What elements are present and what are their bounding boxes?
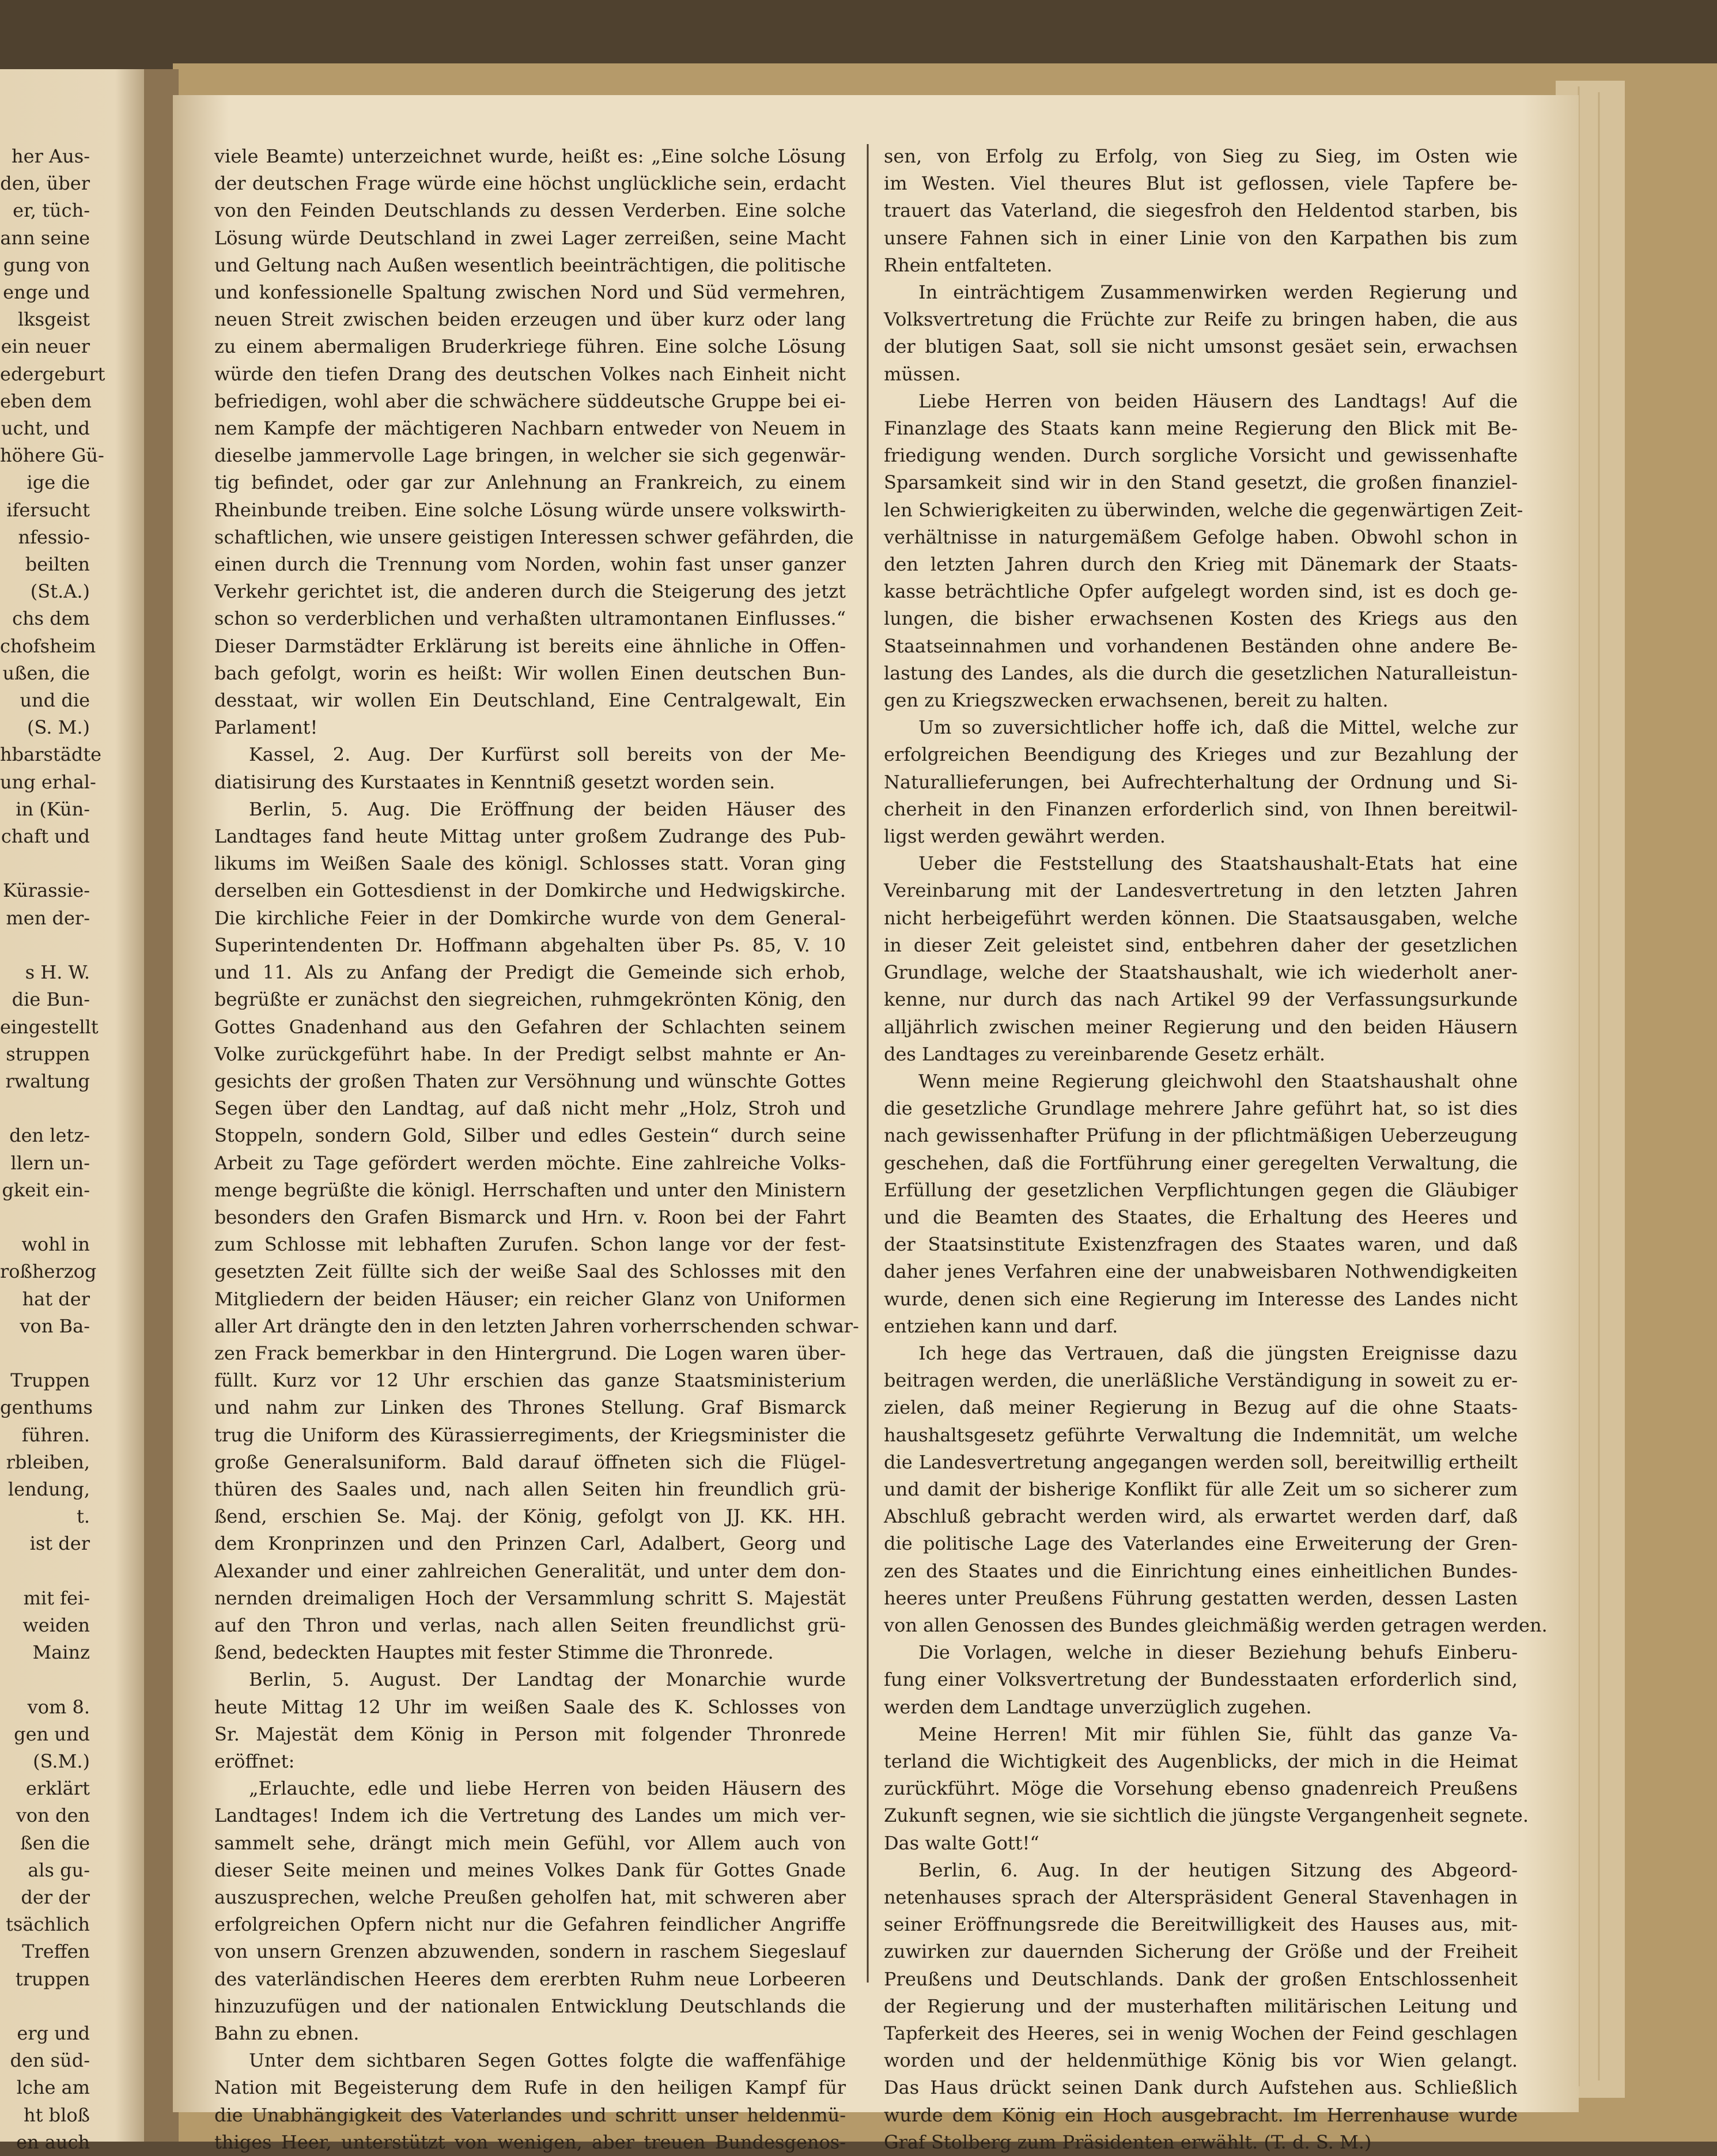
text-line: likums im Weißen Saale des königl. Schlosses statt. Voran ging: [214, 852, 846, 875]
text-line: Dieser Darmstädter Erklärung ist bereits eine ähnliche in Offen-: [214, 635, 846, 657]
cutoff-line: llern un-: [10, 1151, 90, 1174]
text-line: Gottes Gnadenhand aus den Gefahren der Schlachten seinem: [214, 1015, 846, 1038]
text-line: Finanzlage des Staats kann meine Regierung den Blick mit Be-: [884, 417, 1518, 440]
cutoff-line: roßherzog: [0, 1260, 97, 1283]
cutoff-line: den, über: [0, 172, 90, 195]
text-line: dem Kronprinzen und den Prinzen Carl, Adalbert, Georg und: [214, 1532, 846, 1555]
text-line: die politische Lage des Vaterlandes eine Erweiterung der Gren-: [884, 1532, 1518, 1555]
text-line: dieser Seite meinen und meines Volkes Dank für Gottes Gnade: [214, 1859, 846, 1881]
text-line: des Landtages zu vereinbarende Gesetz erhält.: [884, 1043, 1326, 1065]
text-line: Segen über den Landtag, auf daß nicht mehr „Holz, Stroh und: [214, 1097, 846, 1120]
cutoff-line: gkeit ein-: [2, 1179, 90, 1201]
text-line: die Unabhängigkeit des Vaterlandes und schritt unser heldenmü-: [214, 2104, 846, 2126]
cutoff-line: vom 8.: [27, 1696, 90, 1718]
text-line: unsere Fahnen sich in einer Linie von den Karpathen bis zum: [884, 226, 1518, 249]
text-line: Arbeit zu Tage gefördert werden möchte. Eine zahlreiche Volks-: [214, 1151, 846, 1174]
text-line: des vaterländischen Heeres dem ererbten Ruhm neue Lorbeeren: [214, 1968, 846, 1990]
cutoff-line: rbleiben,: [6, 1451, 90, 1473]
text-line: Graf Stolberg zum Präsidenten erwählt. (T. d. S. M.): [884, 2131, 1372, 2153]
text-line: auszusprechen, welche Preußen geholfen hat, mit schweren aber: [214, 1886, 846, 1908]
cutoff-line: genthums: [0, 1396, 93, 1419]
text-line: tig befindet, oder gar zur Anlehnung an Frankreich, zu einem: [214, 471, 846, 494]
text-line: desstaat, wir wollen Ein Deutschland, Eine Centralgewalt, Ein: [214, 689, 846, 712]
text-line: heeres unter Preußens Führung gestatten werden, dessen Lasten: [884, 1587, 1518, 1609]
cutoff-line: [0, 1993, 90, 2020]
cutoff-line: den süd-: [10, 2049, 90, 2072]
text-line: in dieser Zeit geleistet sind, entbehren daher der gesetzlichen: [884, 934, 1518, 956]
cutoff-line: Mainz: [32, 1641, 90, 1664]
text-line: seiner Eröffnungsrede die Bereitwilligkeit des Hauses aus, mit-: [884, 1913, 1518, 1936]
text-line: nem Kampfe der mächtigeren Nachbarn entweder von Neuem in: [214, 417, 846, 440]
text-line: ßend, bedeckten Hauptes mit fester Stimme die Thronrede.: [214, 1641, 774, 1664]
text-line: Die kirchliche Feier in der Domkirche wurde von dem General-: [214, 907, 846, 929]
text-line: bach gefolgt, worin es heißt: Wir wollen Einen deutschen Bun-: [214, 662, 846, 684]
text-line: der Staatsinstitute Existenzfragen des Staates waren, und daß: [884, 1233, 1518, 1256]
text-line: viele Beamte) unterzeichnet wurde, heißt es: „Eine solche Lösung: [214, 145, 846, 167]
cutoff-line: Kürassie-: [2, 879, 90, 902]
text-line: gen zu Kriegszwecken erwachsenen, bereit zu halten.: [884, 689, 1389, 712]
text-line: zum Schlosse mit lebhaften Zurufen. Schon lange vor der fest-: [214, 1233, 846, 1256]
text-line: und damit der bisherige Konflikt für alle Zeit um so sicherer zum: [884, 1478, 1518, 1500]
text-line: Kassel, 2. Aug. Der Kurfürst soll bereits von der Me-: [249, 743, 846, 766]
text-line: befriedigen, wohl aber die schwächere süddeutsche Gruppe bei ei-: [214, 390, 846, 412]
text-line: nernden dreimaligen Hoch der Versammlung schritt S. Majestät: [214, 1587, 846, 1609]
text-line: Rhein entfalteten.: [884, 254, 1053, 276]
text-line: cherheit in den Finanzen erforderlich sind, von Ihnen bereitwil-: [884, 798, 1518, 820]
cutoff-line: von den: [16, 1804, 90, 1827]
cutoff-line: chaft und: [1, 825, 90, 848]
cutoff-line: Treffen: [22, 1940, 90, 1963]
text-line: derselben ein Gottesdienst in der Domkirche und Hedwigskirche.: [214, 879, 846, 902]
text-line: Um so zuversichtlicher hoffe ich, daß die Mittel, welche zur: [918, 716, 1518, 739]
text-line: lastung des Landes, als die durch die gesetzlichen Naturalleistun-: [884, 662, 1518, 684]
cutoff-line: ucht, und: [1, 417, 90, 440]
text-line: netenhauses sprach der Alterspräsident General Stavenhagen in: [884, 1886, 1518, 1908]
text-line: sammelt sehe, drängt mich mein Gefühl, vor Allem auch von: [214, 1832, 846, 1854]
text-line: wurde dem König ein Hoch ausgebracht. Im Herrenhause wurde: [884, 2104, 1518, 2126]
text-line: trug die Uniform des Kürassierregiments, der Kriegsminister die: [214, 1424, 846, 1446]
text-line: schaftlichen, wie unsere geistigen Interessen schwer gefährden, die: [214, 526, 854, 548]
text-line: füllt. Kurz vor 12 Uhr erschien das ganze Staatsministerium: [214, 1369, 846, 1392]
cutoff-line: [0, 932, 90, 959]
text-line: heute Mittag 12 Uhr im weißen Saale des K. Schlosses von: [214, 1696, 846, 1718]
text-line: nach gewissenhafter Prüfung in der pflichtmäßigen Ueberzeugung: [884, 1124, 1518, 1147]
text-line: Landtages! Indem ich die Vertretung des Landes um mich ver-: [214, 1804, 846, 1827]
cutoff-line: [0, 1340, 90, 1367]
text-line: im Westen. Viel theures Blut ist geflossen, viele Tapfere be-: [884, 172, 1518, 195]
text-line: zen des Staates und die Einrichtung eines einheitlichen Bundes-: [884, 1560, 1518, 1582]
text-line: friedigung wenden. Durch sorgliche Vorsicht und gewissenhafte: [884, 444, 1518, 467]
text-line: neuen Streit zwischen beiden erzeugen und über kurz oder lang: [214, 308, 846, 331]
cutoff-line: der der: [21, 1886, 90, 1908]
cutoff-line: hbarstädte: [0, 743, 102, 766]
right-text-column: [884, 143, 1548, 2156]
text-line: und konfessionelle Spaltung zwischen Nord und Süd vermehren,: [214, 281, 846, 304]
text-line: Vereinbarung mit der Landesvertretung in den letzten Jahren: [884, 879, 1518, 902]
cutoff-line: edergeburt: [0, 363, 105, 385]
text-line: Bahn zu ebnen.: [214, 2022, 360, 2045]
text-line: gesichts der großen Thaten zur Versöhnung und wünschte Gottes: [214, 1070, 846, 1092]
cutoff-line: chofsheim: [0, 635, 96, 657]
text-line: Meine Herren! Mit mir fühlen Sie, fühlt das ganze Va-: [918, 1723, 1518, 1745]
text-line: entziehen kann und darf.: [884, 1315, 1118, 1337]
text-line: der deutschen Frage würde eine höchst unglückliche sein, erdacht: [214, 172, 846, 195]
cutoff-line: men der-: [6, 907, 90, 929]
cutoff-line: (S. M.): [27, 716, 90, 739]
text-line: der blutigen Saat, soll sie nicht umsonst gesäet sein, erwachsen: [884, 335, 1518, 358]
text-line: von allen Genossen des Bundes gleichmäßig werden getragen werden.: [884, 1614, 1548, 1636]
cutoff-line: ifersucht: [6, 499, 90, 521]
cutoff-line: ußen, die: [2, 662, 90, 684]
text-line: len Schwierigkeiten zu überwinden, welche die gegenwärtigen Zeit-: [884, 499, 1523, 521]
text-line: zielen, daß meiner Regierung in Bezug auf die ohne Staats-: [884, 1396, 1518, 1419]
text-line: Superintendenten Dr. Hoffmann abgehalten über Ps. 85, V. 10: [214, 934, 846, 956]
text-line: Grundlage, welche der Staatshaushalt, wie ich wiederholt aner-: [884, 961, 1518, 984]
text-line: kenne, nur durch das nach Artikel 99 der Verfassungsurkunde: [884, 988, 1518, 1011]
cutoff-line: s H. W.: [25, 961, 90, 984]
text-line: schon so verderblichen und verhaßten ultramontanen Einflusses.“: [214, 607, 846, 630]
text-line: Liebe Herren von beiden Häusern des Landtags! Auf die: [918, 390, 1518, 412]
cutoff-line: lksgeist: [18, 308, 90, 331]
cutoff-line: weiden: [22, 1614, 90, 1636]
text-line: Mitgliedern der beiden Häuser; ein reicher Glanz von Uniformen: [214, 1287, 846, 1310]
cutoff-line: mit fei-: [23, 1587, 90, 1609]
cutoff-line: t.: [76, 1505, 90, 1528]
text-line: Abschluß gebracht werden wird, als erwartet werden darf, daß: [884, 1505, 1518, 1528]
cutoff-line: und die: [20, 689, 90, 712]
text-line: große Generalsuniform. Bald darauf öffneten sich die Flügel-: [214, 1451, 846, 1473]
cutoff-line: ann seine: [0, 226, 90, 249]
text-line: würde den tiefen Drang des deutschen Volkes nach Einheit nicht: [214, 363, 846, 385]
cutoff-line: chs dem: [12, 607, 90, 630]
text-line: kasse beträchtliche Opfer aufgelegt worden sind, ist es doch ge-: [884, 580, 1518, 603]
text-line: Verkehr gerichtet ist, die anderen durch die Steigerung des jetzt: [214, 580, 846, 603]
left-text-column: [214, 143, 859, 2156]
cutoff-line: erg und: [17, 2022, 90, 2045]
text-line: beitragen werden, die unerläßliche Verständigung in soweit zu er-: [884, 1369, 1518, 1392]
cutoff-line: von Ba-: [20, 1315, 90, 1337]
text-line: Unter dem sichtbaren Segen Gottes folgte die waffenfähige: [249, 2049, 846, 2072]
cutoff-line: höhere Gü-: [0, 444, 104, 467]
text-line: eröffnet:: [214, 1750, 295, 1772]
text-line: terland die Wichtigkeit des Augenblicks, der mich in die Heimat: [884, 1750, 1518, 1772]
text-line: und nahm zur Linken des Thrones Stellung. Graf Bismarck: [214, 1396, 846, 1419]
text-line: In einträchtigem Zusammenwirken werden Regierung und: [918, 281, 1518, 304]
cutoff-line: [0, 1095, 90, 1122]
text-line: nicht herbeigeführt werden können. Die Staatsausgaben, welche: [884, 907, 1518, 929]
text-line: einen durch die Trennung vom Norden, wohin fast unser ganzer: [214, 553, 846, 576]
cutoff-line: (S.M.): [33, 1750, 90, 1772]
text-line: dieselbe jammervolle Lage bringen, in welcher sie sich gegenwär-: [214, 444, 846, 467]
cutoff-line: als gu-: [28, 1859, 90, 1881]
text-line: ligst werden gewährt werden.: [884, 825, 1166, 848]
text-line: die gesetzliche Grundlage mehrere Jahre geführt hat, so ist dies: [884, 1097, 1518, 1120]
cutoff-line: ht bloß: [24, 2104, 90, 2126]
text-line: und Geltung nach Außen wesentlich beeinträchtigen, die politische: [214, 254, 846, 276]
cutoff-line: tsächlich: [6, 1913, 90, 1936]
cutoff-line: rwaltung: [5, 1070, 90, 1092]
text-line: Berlin, 5. Aug. Die Eröffnung der beiden Häuser des: [249, 798, 846, 820]
cutoff-line: Truppen: [10, 1369, 90, 1392]
text-line: von unsern Grenzen abzuwenden, sondern in raschem Siegeslauf: [214, 1940, 846, 1963]
text-line: Staatseinnahmen und vorhandenen Beständen ohne andere Be-: [884, 635, 1518, 657]
text-line: sen, von Erfolg zu Erfolg, von Sieg zu Sieg, im Osten wie: [884, 145, 1518, 167]
text-line: Volksvertretung die Früchte zur Reife zu bringen haben, die aus: [884, 308, 1518, 331]
cutoff-line: (St.A.): [30, 580, 90, 603]
cutoff-line: den letz-: [9, 1124, 90, 1147]
text-line: Ueber die Feststellung des Staatshaushalt-Etats hat eine: [918, 852, 1518, 875]
text-line: Nation mit Begeisterung dem Rufe in den heiligen Kampf für: [214, 2076, 846, 2099]
text-line: Das walte Gott!“: [884, 1832, 1039, 1854]
text-line: Die Vorlagen, welche in dieser Beziehung behufs Einberu-: [918, 1641, 1518, 1664]
text-line: die Landesvertretung angegangen werden soll, bereitwillig ertheilt: [884, 1451, 1518, 1473]
text-line: müssen.: [884, 363, 961, 385]
text-line: lungen, die bisher erwachsenen Kosten des Kriegs aus den: [884, 607, 1518, 630]
text-line: Ich hege das Vertrauen, daß die jüngsten Ereignisse dazu: [918, 1342, 1518, 1364]
text-line: gesetzten Zeit füllte sich der weiße Saal des Schlosses mit den: [214, 1260, 846, 1283]
cutoff-line: gung von: [3, 254, 90, 276]
cutoff-line: [0, 850, 90, 877]
cutoff-line: eben dem: [0, 390, 92, 412]
text-line: thüren des Saales und, nach allen Seiten hin freundlich grü-: [214, 1478, 846, 1500]
text-line: menge begrüßte die königl. Herrschaften und unter den Ministern: [214, 1179, 846, 1201]
text-line: Preußens und Deutschlands. Dank der großen Entschlossenheit: [884, 1968, 1518, 1990]
cutoff-line: ist der: [29, 1532, 90, 1555]
cutoff-line: er, tüch-: [13, 199, 90, 222]
text-line: trauert das Vaterland, die siegesfroh den Heldentod starben, bis: [884, 199, 1518, 222]
text-line: Alexander und einer zahlreichen Generalität, und unter dem don-: [214, 1560, 846, 1582]
text-line: erfolgreichen Opfern nicht nur die Gefahren feindlicher Angriffe: [214, 1913, 846, 1936]
cutoff-line: [0, 1204, 90, 1231]
text-line: Wenn meine Regierung gleichwohl den Staatshaushalt ohne: [918, 1070, 1518, 1092]
text-line: Stoppeln, sondern Gold, Silber und edles Gestein“ durch seine: [214, 1124, 846, 1147]
cutoff-line: in (Kün-: [16, 798, 90, 820]
text-line: hinzuzufügen und der nationalen Entwicklung Deutschlands die: [214, 1995, 846, 2017]
text-line: von den Feinden Deutschlands zu dessen Verderben. Eine solche: [214, 199, 846, 222]
text-line: Berlin, 6. Aug. In der heutigen Sitzung des Abgeord-: [918, 1859, 1518, 1881]
cutoff-line: [0, 1666, 90, 1693]
cutoff-line: enge und: [3, 281, 90, 304]
cutoff-line: truppen: [15, 1968, 90, 1990]
text-line: und 11. Als zu Anfang der Predigt die Gemeinde sich erhob,: [214, 961, 846, 984]
text-line: zurückführt. Möge die Vorsehung ebenso gnadenreich Preußens: [884, 1777, 1518, 1800]
text-line: worden und der heldenmüthige König bis vor Wien gelangt.: [884, 2049, 1518, 2072]
text-line: diatisirung des Kurstaates in Kenntniß gesetzt worden sein.: [214, 771, 776, 793]
text-line: Erfüllung der gesetzlichen Verpflichtungen gegen die Gläubiger: [884, 1179, 1518, 1201]
text-line: erfolgreichen Beendigung des Krieges und zur Bezahlung der: [884, 743, 1518, 766]
cutoff-line: ige die: [27, 471, 90, 494]
text-line: daher jenes Verfahren eine der unabweisbaren Nothwendigkeiten: [884, 1260, 1518, 1283]
text-line: alljährlich zwischen meiner Regierung und den beiden Häusern: [884, 1015, 1518, 1038]
text-line: wurde, denen sich eine Regierung im Interesse des Landes nicht: [884, 1287, 1518, 1310]
cutoff-line: eingestellt: [0, 1015, 99, 1038]
text-line: Sparsamkeit sind wir in den Stand gesetzt, die großen finanziel-: [884, 471, 1518, 494]
text-line: haushaltsgesetz geführte Verwaltung die Indemnität, um welche: [884, 1424, 1518, 1446]
text-line: Sr. Majestät dem König in Person mit folgender Thronrede: [214, 1723, 846, 1745]
text-line: Tapferkeit des Heeres, sei in wenig Wochen der Feind geschlagen: [884, 2022, 1518, 2045]
cutoff-line: lche am: [16, 2076, 90, 2099]
text-line: Zukunft segnen, wie sie sichtlich die jüngste Vergangenheit segnete.: [884, 1804, 1529, 1827]
cutoff-line: en auch: [16, 2131, 90, 2153]
cutoff-line: ung erhal-: [0, 771, 96, 793]
text-line: und die Beamten des Staates, die Erhaltung des Heeres und: [884, 1206, 1518, 1228]
cutoff-line: ßen die: [20, 1832, 90, 1854]
left-page-cutoff-text: [0, 143, 105, 2156]
cutoff-line: ein neuer: [1, 335, 90, 358]
text-line: auf den Thron und verlas, nach allen Seiten freundlichst grü-: [214, 1614, 846, 1636]
text-line: Lösung würde Deutschland in zwei Lager zerreißen, seine Macht: [214, 226, 846, 249]
text-line: zuwirken zur dauernden Sicherung der Größe und der Freiheit: [884, 1940, 1518, 1963]
cutoff-line: beilten: [25, 553, 90, 576]
text-line: begrüßte er zunächst den siegreichen, ruhmgekrönten König, den: [214, 988, 846, 1011]
text-line: Das Haus drückt seinen Dank durch Aufstehen aus. Schließlich: [884, 2076, 1518, 2099]
text-line: zu einem abermaligen Bruderkriege führen. Eine solche Lösung: [214, 335, 846, 358]
text-line: ßend, erschien Se. Maj. der König, gefolgt von JJ. KK. HH.: [214, 1505, 846, 1528]
text-line: aller Art drängte den in den letzten Jahren vorherrschenden schwar-: [214, 1315, 859, 1337]
text-line: der Regierung und der musterhaften militärischen Leitung und: [884, 1995, 1518, 2017]
text-line: thiges Heer, unterstützt von wenigen, aber treuen Bundesgenos-: [214, 2131, 846, 2153]
cutoff-line: wohl in: [21, 1233, 90, 1256]
cutoff-line: hat der: [22, 1287, 90, 1310]
text-line: Parlament!: [214, 716, 318, 739]
cutoff-line: gen und: [14, 1723, 90, 1745]
cutoff-line: lendung,: [7, 1478, 90, 1500]
text-line: werden dem Landtage unverzüglich zugehen.: [884, 1696, 1312, 1718]
text-line: zen Frack bemerkbar in den Hintergrund. Die Logen waren über-: [214, 1342, 846, 1364]
text-line: besonders den Grafen Bismarck und Hrn. v. Roon bei der Fahrt: [214, 1206, 846, 1228]
cutoff-line: die Bun-: [12, 988, 90, 1011]
text-line: den letzten Jahren durch den Krieg mit Dänemark der Staats-: [884, 553, 1518, 576]
cutoff-line: erklärt: [25, 1777, 90, 1800]
text-line: Landtages fand heute Mittag unter großem Zudrange des Pub-: [214, 825, 846, 848]
text-line: Rheinbunde treiben. Eine solche Lösung würde unsere volkswirth-: [214, 499, 846, 521]
text-line: Volke zurückgeführt habe. In der Predigt selbst mahnte er An-: [214, 1043, 846, 1065]
text-line: Naturallieferungen, bei Aufrechterhaltung der Ordnung und Si-: [884, 771, 1518, 793]
cutoff-line: führen.: [21, 1424, 90, 1446]
text-line: geschehen, daß die Fortführung einer geregelten Verwaltung, die: [884, 1151, 1518, 1174]
cutoff-line: struppen: [6, 1043, 90, 1065]
text-line: Berlin, 5. August. Der Landtag der Monarchie wurde: [249, 1668, 846, 1691]
text-line: „Erlauchte, edle und liebe Herren von beiden Häusern des: [249, 1777, 846, 1800]
text-line: fung einer Volksvertretung der Bundesstaaten erforderlich sind,: [884, 1668, 1518, 1691]
text-line: verhältnisse in naturgemäßem Gefolge haben. Obwohl schon in: [884, 526, 1518, 548]
cutoff-line: her Aus-: [12, 145, 90, 167]
cutoff-line: nfessio-: [18, 526, 90, 548]
cutoff-line: [0, 1558, 90, 1585]
